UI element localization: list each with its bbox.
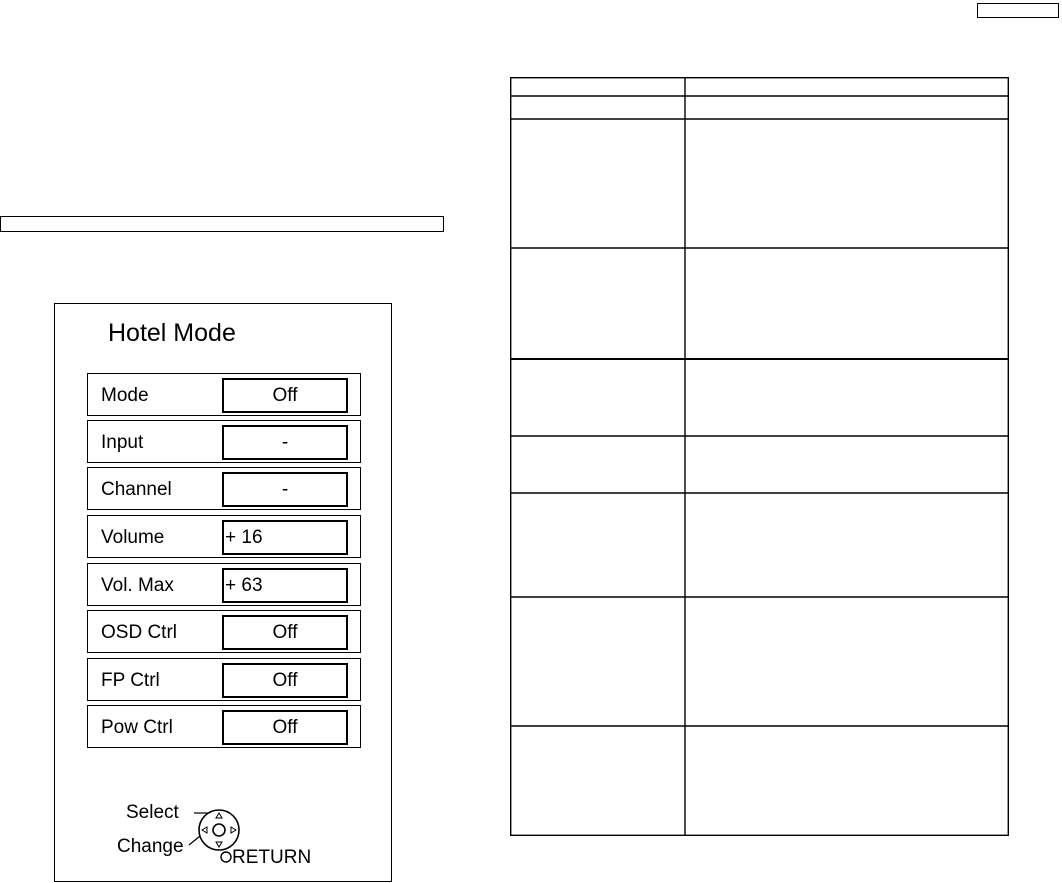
- menu-label: Vol. Max: [101, 575, 174, 596]
- menu-label: Volume: [101, 527, 165, 548]
- menu-value-box[interactable]: Off: [222, 378, 348, 413]
- change-label: Change: [117, 836, 184, 857]
- hotel-mode-title: Hotel Mode: [108, 319, 236, 347]
- menu-label: FP Ctrl: [101, 670, 160, 691]
- menu-value-box[interactable]: + 16: [222, 520, 348, 555]
- menu-value-box[interactable]: -: [222, 472, 348, 507]
- menu-label: Input: [101, 432, 144, 453]
- spec-table: [510, 77, 1009, 836]
- menu-value-box[interactable]: + 63: [222, 568, 348, 603]
- return-label: RETURN: [232, 847, 312, 868]
- menu-row-fp-ctrl[interactable]: [87, 658, 361, 701]
- menu-row-osd-ctrl[interactable]: [87, 610, 361, 653]
- page-tag-box: [977, 3, 1059, 18]
- menu-value-box[interactable]: Off: [222, 663, 348, 698]
- menu-row-volume[interactable]: [87, 515, 361, 558]
- menu-row-channel[interactable]: [87, 467, 361, 510]
- menu-value-box[interactable]: Off: [222, 710, 348, 745]
- menu-value-box[interactable]: -: [222, 425, 348, 460]
- menu-label: Channel: [101, 479, 172, 500]
- menu-label: Pow Ctrl: [101, 717, 173, 738]
- menu-label: OSD Ctrl: [101, 622, 177, 643]
- menu-row-vol-max[interactable]: [87, 563, 361, 606]
- menu-row-mode[interactable]: [87, 373, 361, 416]
- menu-label: Mode: [101, 385, 149, 406]
- menu-value-box[interactable]: Off: [222, 615, 348, 650]
- section-bar: [0, 216, 444, 232]
- menu-row-pow-ctrl[interactable]: [87, 705, 361, 748]
- menu-row-input[interactable]: [87, 420, 361, 463]
- select-label: Select: [126, 802, 179, 823]
